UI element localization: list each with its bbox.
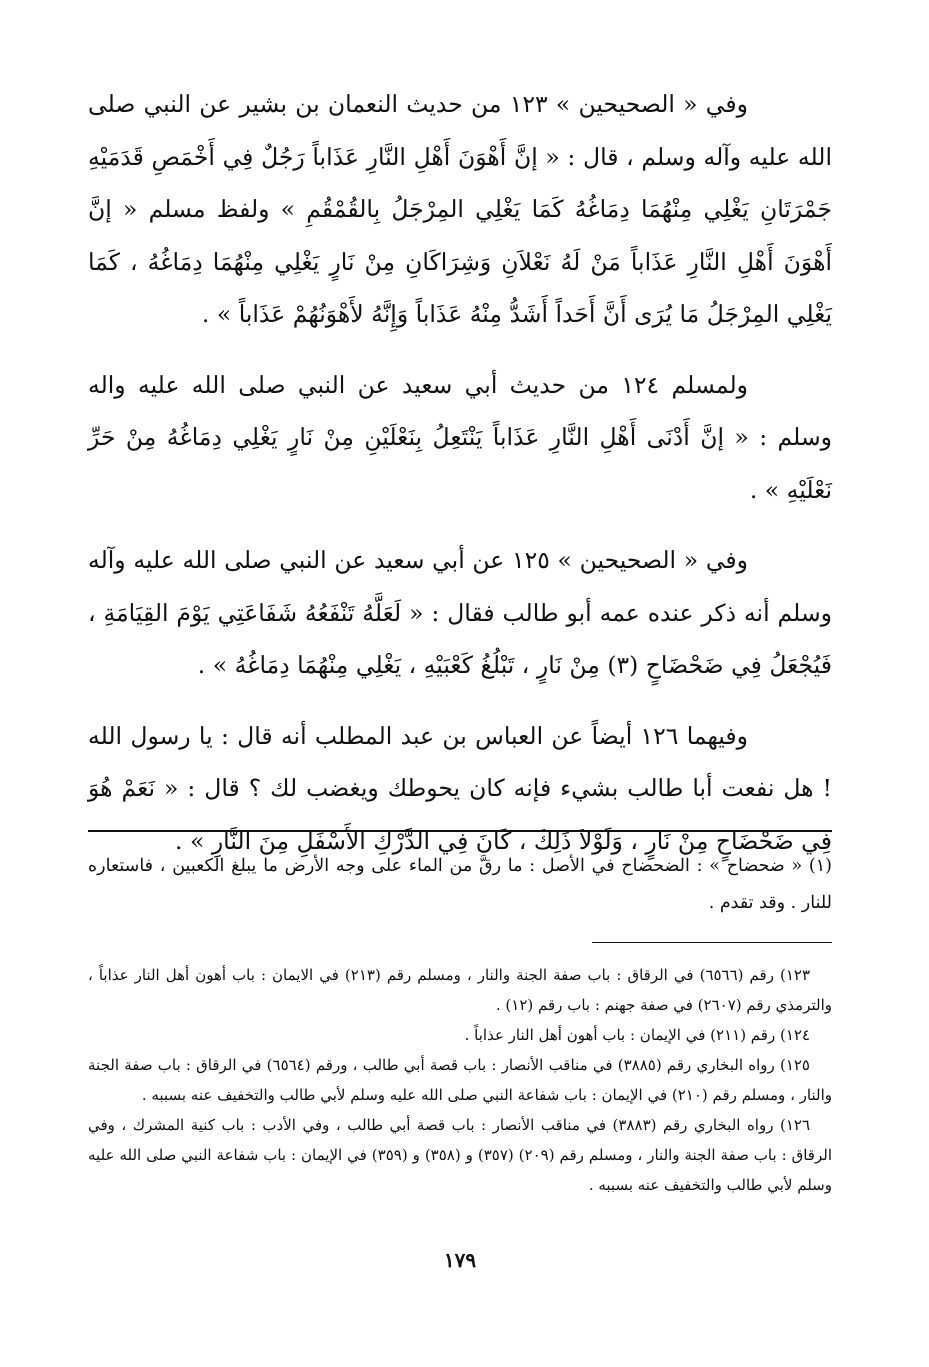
reference-123: ١٢٣) رقم (٦٥٦٦) في الرقاق : باب صفة الجنة والنار ، ومسلم رقم (٢١٣) في الايمان : باب أهون أهل النار عذاباً ، والترمذي رقم (٢٦٠٧) في صفة جهنم : باب رقم (١٢) . — [88, 966, 832, 1014]
footnote-text: (١) « ضحضاح » : الضحضاح في الأصل : ما رقَّ من الماء على وجه الأرض ما يبلغ الكعبين ، فاستعاره للنار . وقد تقدم . — [88, 856, 832, 913]
reference-124: ١٢٤) رقم (٢١١) في الإيمان : باب أهون أهل النار عذاباً . — [464, 1026, 810, 1044]
footnote — [88, 848, 832, 922]
reference-125: ١٢٥) رواه البخاري رقم (٣٨٨٥) في مناقب الأنصار : باب قصة أبي طالب ، ورقم (٦٥٦٤) في الرقاق : باب صفة الجنة والنار ، ومسلم رقم (٢١٠) في الإيمان : باب شفاعة النبي صلى الله عليه وسلم لأبي طالب والتخفيف عنه بسببه . — [88, 1056, 832, 1104]
paragraph-2: ولمسلم ١٢٤ من حديث أبي سعيد عن النبي صلى الله عليه واله وسلم : « إنَّ أَدْنَى أَهْلِ النَّارِ عَذَاباً يَنْتَعِلُ بِنَعْلَيْنِ مِنْ نَارٍ يَغْلِي دِمَاغُهُ مِنْ حَرِّ نَعْلَيْهِ » . — [88, 370, 832, 504]
references-separator — [592, 942, 832, 943]
paragraph-3: وفي « الصحيحين » ١٢٥ عن أبي سعيد عن النبي صلى الله عليه وآله وسلم أنه ذكر عنده عمه أبو طالب فقال : « لَعَلَّهُ تَنْفَعُهُ شَفَاعَتِي يَوْمَ القِيَامَةِ ، فَيُجْعَلُ فِي ضَحْضَاحٍ (٣) مِنْ نَارٍ ، تَبْلُغُ كَعْبَيْهِ ، يَغْلِي مِنْهُمَا دِمَاغُهُ » . — [88, 546, 832, 679]
main-text — [88, 78, 832, 867]
footnote-separator — [88, 830, 832, 832]
paragraph-4: وفيهما ١٢٦ أيضاً عن العباس بن عبد المطلب أنه قال : يا رسول الله ! هل نفعت أبا طالب بشيء فإنه كان يحوطك ويغضب لك ؟ قال : « نَعَمْ هُوَ فِي ضَحْضَاحٍ مِنْ نَارٍ ، وَلَوْلاَ ذَلِكَ ، كَانَ فِي الدَّرْكِ الأَسْفَلِ مِنَ النَّارِ » . — [88, 721, 832, 855]
references — [88, 960, 832, 1200]
book-page — [88, 78, 832, 1298]
paragraph-1: وفي « الصحيحين » ١٢٣ من حديث النعمان بن بشير عن النبي صلى الله عليه وآله وسلم ، قال : « إنَّ أَهْوَنَ أَهْلِ النَّارِ عَذَاباً رَجُلٌ فِي أَخْمَصِ قَدَمَيْهِ جَمْرَتَانِ يَغْلِي مِنْهُمَا دِمَاغُهُ كَمَا يَغْلِي المِرْجَلُ بِالقُمْقُمِ » ولفظ مسلم « إنَّ أَهْوَنَ أَهْلِ النَّارِ عَذَاباً مَنْ لَهُ نَعْلاَنِ وَشِرَاكَانِ مِنْ نَارٍ يَغْلِي مِنْهُمَا دِمَاغُهُ ، كَمَا يَغْلِي المِرْجَلُ مَا يُرَى أَنَّ أَحَداً أَشَدُّ مِنْهُ عَذَاباً وَإِنَّهُ لأَهْوَنُهُمْ عَذَاباً » . — [88, 90, 832, 328]
reference-126: ١٢٦) رواه البخاري رقم (٣٨٨٣) في مناقب الأنصار : باب قصة أبي طالب ، وفي الأدب : باب كنية المشرك ، وفي الرقاق : باب صفة الجنة والنار ، ومسلم رقم (٢٠٩) (٣٥٧) و (٣٥٨) و (٣٥٩) في الإيمان : باب شفاعة النبي صلى الله عليه وسلم لأبي طالب والتخفيف عنه بسببه . — [88, 1116, 832, 1194]
page-number: ١٧٩ — [443, 1248, 477, 1272]
